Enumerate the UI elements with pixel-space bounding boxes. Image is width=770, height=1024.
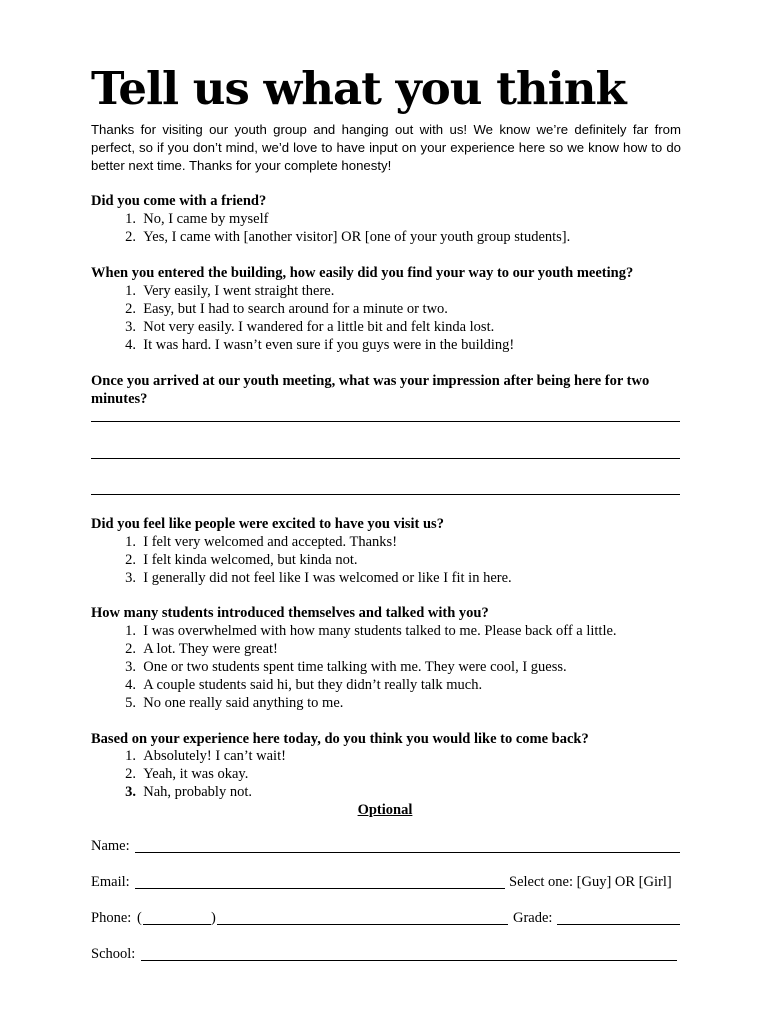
option[interactable]: 4. A couple students said hi, but they didn’t really talk much. [125,677,483,693]
answer-line[interactable] [91,458,680,459]
phone-paren-open: ( [137,910,142,926]
option[interactable]: 3. I generally did not feel like I was welcomed or like I fit in here. [125,570,512,586]
option[interactable]: 5. No one really said anything to me. [125,695,344,711]
option[interactable]: 2. I felt kinda welcomed, but kinda not. [125,552,358,568]
option[interactable]: 1. I felt very welcomed and accepted. Thanks! [125,534,398,550]
question-6-options [91,747,286,801]
question-3: Once you arrived at our youth meeting, what was your impression after being here for two minutes? [91,373,650,407]
option[interactable]: 1. Absolutely! I can’t wait! [125,748,286,764]
school-label: School: [91,946,136,962]
question-6: Based on your experience here today, do you think you would like to come back? [91,731,589,747]
question-2-options [91,282,514,354]
question-5: How many students introduced themselves and talked with you? [91,605,489,621]
grade-label: Grade: [513,910,553,926]
phone-number-field[interactable] [217,924,508,925]
phone-area-code-field[interactable] [143,924,211,925]
email-label: Email: [91,874,130,890]
option[interactable]: 3. Not very easily. I wandered for a little bit and felt kinda lost. [125,319,495,335]
grade-field[interactable] [557,924,680,925]
question-1: Did you come with a friend? [91,193,267,209]
school-field[interactable] [141,960,677,961]
question-2: When you entered the building, how easily did you find your way to our youth meeting? [91,265,634,281]
name-label: Name: [91,838,130,854]
option[interactable]: 2. Yes, I came with [another visitor] OR [one of your youth group students]. [125,229,571,245]
page-title: Tell us what you think [91,62,626,115]
option[interactable]: 4. It was hard. I wasn’t even sure if you guys were in the building! [125,337,515,353]
option[interactable]: 1. Very easily, I went straight there. [125,283,335,299]
question-1-options [91,210,570,246]
phone-paren-close: ) [211,910,216,926]
phone-label: Phone: [91,910,132,926]
gender-select-label[interactable]: Select one: [Guy] OR [Girl] [509,874,672,890]
name-field[interactable] [135,852,680,853]
question-4: Did you feel like people were excited to have you visit us? [91,516,444,532]
answer-line[interactable] [91,421,680,422]
option[interactable]: 2. Easy, but I had to search around for a minute or two. [125,301,448,317]
option[interactable]: 3. Nah, probably not. [125,784,252,800]
option[interactable]: 2. A lot. They were great! [125,641,278,657]
option[interactable]: 3. One or two students spent time talking with me. They were cool, I guess. [125,659,567,675]
option[interactable]: 1. No, I came by myself [125,211,269,227]
optional-heading: Optional [357,802,413,818]
option[interactable]: 1. I was overwhelmed with how many students talked to me. Please back off a little. [125,623,617,639]
question-4-options [91,533,512,587]
intro-paragraph: Thanks for visiting our youth group and hanging out with us! We know we’re definitely far from perfect, so if you don’t mind, we’d love to have input on your experience here so we know how to do better next time. Thanks for your complete honesty! [91,122,681,173]
option[interactable]: 2. Yeah, it was okay. [125,766,249,782]
answer-line[interactable] [91,494,680,495]
email-field[interactable] [135,888,505,889]
question-5-options [91,622,617,712]
